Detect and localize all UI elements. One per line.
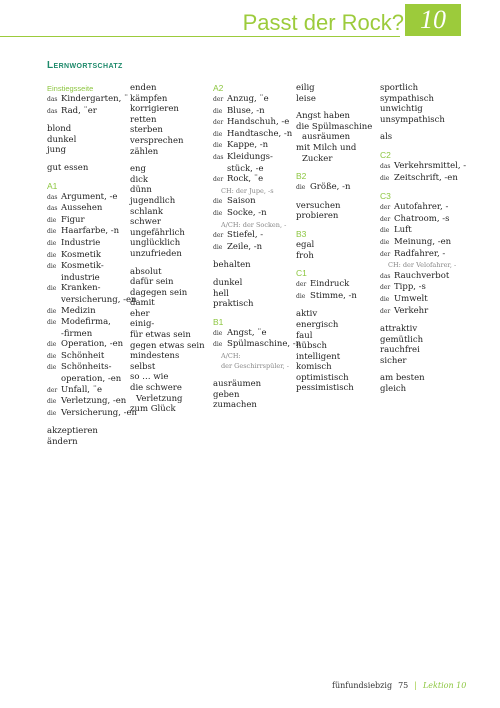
vocab-entry: die Saison	[213, 196, 256, 207]
level-label: B1	[213, 316, 224, 327]
chapter-number-badge: 10	[405, 4, 461, 36]
vocab-entry: unglücklich	[130, 238, 181, 249]
vocab-entry: zählen	[130, 146, 159, 157]
vocab-entry: eilig	[296, 83, 315, 93]
vocab-entry: die schwere	[130, 383, 182, 394]
vocab-entry: die Meinung, -en	[380, 236, 452, 247]
vocab-entry: jugendlich	[130, 195, 176, 206]
vocab-entry: die Kosmetik-	[47, 261, 104, 272]
vocab-entry: die Spülmaschine, -n	[213, 339, 302, 350]
vocab-entry: egal	[296, 239, 315, 250]
regional-variant-note: CH: der Jupe, -s	[221, 186, 274, 195]
vocab-entry: die Handtasche, -n	[213, 128, 293, 139]
level-label: B3	[296, 228, 307, 239]
vocab-entry: das Argument, -e	[47, 191, 118, 202]
vocab-entry: eng	[130, 164, 146, 175]
vocab-entry: der Tipp, -s	[380, 282, 426, 293]
vocab-entry: der Radfahrer, -	[380, 248, 446, 259]
vocab-entry: die Haarfarbe, -n	[47, 226, 120, 237]
vocab-entry: die Schönheit	[47, 350, 105, 361]
vocab-entry: das Rad, ¨er	[47, 105, 97, 116]
vocab-entry: dunkel	[213, 277, 243, 288]
vocab-entry: die Spülmaschine	[296, 121, 373, 132]
vocab-entry: praktisch	[213, 299, 254, 310]
vocab-entry: blond	[47, 124, 72, 135]
vocab-entry: kämpfen	[130, 93, 168, 104]
vocab-entry: versuchen	[296, 200, 341, 211]
vocab-entry: versprechen	[130, 135, 184, 146]
level-label: Einstiegsseite	[47, 84, 94, 93]
vocab-entry: das Kleidungs-	[213, 151, 273, 162]
vocab-entry: der Rock, ¨e	[213, 174, 264, 185]
vocab-entry-continuation: Verletzung	[136, 393, 183, 404]
regional-variant-note: CH: der Velofahrer, -	[388, 261, 457, 270]
vocab-entry-continuation: stück, -e	[227, 163, 264, 174]
vocab-entry-continuation: -firmen	[61, 328, 93, 339]
vocab-entry: die Industrie	[47, 237, 101, 248]
vocab-column-5	[380, 83, 466, 395]
vocab-entry: attraktiv	[380, 324, 418, 335]
vocab-entry-continuation: industrie	[61, 272, 100, 283]
vocab-column-4	[296, 83, 372, 394]
vocab-entry: damit	[130, 298, 155, 309]
vocab-entry: die Stimme, -n	[296, 290, 357, 301]
vocab-entry: die Verletzung, -en	[47, 396, 127, 407]
vocab-entry: schwer	[130, 217, 161, 228]
vocab-entry: leise	[296, 93, 316, 104]
vocab-entry: eher	[130, 308, 150, 319]
level-label: B2	[296, 171, 307, 182]
vocab-entry: die Zeile, -n	[213, 241, 263, 252]
vocab-entry: dagegen sein	[130, 287, 188, 298]
vocab-entry: die Umwelt	[380, 293, 428, 304]
vocab-entry: aktiv	[296, 309, 318, 320]
vocab-entry: absolut	[130, 266, 162, 277]
vocab-entry: der Eindruck	[296, 279, 350, 290]
vocab-entry: probieren	[296, 211, 339, 222]
vocab-column-3	[213, 83, 301, 411]
page-number-words: fünfundsiebzig	[332, 681, 393, 690]
vocab-entry: korrigieren	[130, 104, 179, 115]
vocab-entry: die Zeitschrift, -en	[380, 172, 458, 183]
vocab-entry: rauchfrei	[380, 345, 420, 356]
vocab-entry: geben	[213, 389, 240, 400]
vocab-column-1	[47, 83, 137, 448]
vocab-entry: akzeptieren	[47, 426, 98, 437]
lesson-label: Lektion 10	[422, 681, 467, 690]
page-title: Passt der Rock?	[242, 10, 404, 35]
vocab-entry: froh	[296, 250, 314, 261]
vocab-entry: die Versicherung, -en	[47, 407, 138, 418]
vocab-entry: behalten	[213, 260, 251, 271]
vocab-entry: dünn	[130, 185, 152, 196]
vocab-entry: hell	[213, 288, 229, 299]
vocab-entry: ausräumen	[213, 379, 262, 390]
vocab-entry: der Anzug, ¨e	[213, 94, 269, 104]
vocab-entry: so … wie	[130, 372, 169, 383]
vocab-entry: unzufrieden	[130, 248, 182, 259]
vocab-entry-continuation: operation, -en	[61, 374, 122, 385]
vocab-entry: retten	[130, 114, 157, 125]
vocab-entry: Angst haben	[296, 111, 351, 122]
vocab-entry: zum Glück	[130, 404, 176, 415]
vocab-entry: die Angst, ¨e	[213, 327, 267, 338]
vocab-entry: die Operation, -en	[47, 339, 124, 350]
vocab-entry: die Kranken-	[47, 283, 101, 294]
vocab-entry: das Aussehen	[47, 203, 103, 214]
level-label: A2	[213, 83, 224, 93]
vocab-entry: sympathisch	[380, 93, 434, 104]
level-label: C1	[296, 268, 307, 279]
vocab-entry-continuation: Zucker	[302, 153, 333, 164]
vocab-entry-continuation: ausräumen	[302, 132, 351, 143]
vocab-entry: einig-	[130, 319, 155, 330]
vocab-entry: dick	[130, 174, 149, 185]
vocab-entry: die Kosmetik	[47, 249, 101, 260]
level-label: C3	[380, 191, 391, 202]
vocab-entry: die Schönheits-	[47, 362, 112, 373]
vocab-entry: mindestens	[130, 351, 180, 362]
vocab-entry: gegen etwas sein	[130, 340, 205, 351]
vocab-entry: pessimistisch	[296, 383, 354, 394]
vocab-entry: optimistisch	[296, 372, 349, 383]
vocab-entry: ändern	[47, 437, 78, 448]
vocab-entry-continuation: versicherung, -en	[61, 294, 137, 305]
vocab-entry: jung	[47, 145, 67, 156]
vocab-entry: die Medizin	[47, 305, 96, 316]
vocab-entry: die Figur	[47, 214, 85, 225]
vocab-entry: unwichtig	[380, 104, 423, 115]
vocab-entry: der Handschuh, -e	[213, 117, 290, 128]
vocab-entry: am besten	[380, 373, 425, 384]
vocab-entry: zumachen	[213, 400, 257, 411]
vocab-entry: gut essen	[47, 162, 89, 173]
vocab-entry: hübsch	[296, 341, 327, 352]
vocab-entry: der Verkehr	[380, 305, 429, 316]
vocab-entry: komisch	[296, 362, 332, 373]
vocab-entry: die Modefirma,	[47, 317, 111, 328]
vocab-entry: dunkel	[47, 134, 77, 145]
vocab-entry: schlank	[130, 206, 164, 217]
vocab-entry: der Chatroom, -s	[380, 213, 450, 224]
vocab-entry: die Bluse, -n	[213, 105, 265, 116]
vocab-entry: der Unfall, ¨e	[47, 384, 102, 395]
vocab-entry: enden	[130, 83, 157, 93]
vocab-entry: der Autofahrer, -	[380, 202, 449, 213]
vocab-entry: selbst	[130, 361, 156, 372]
vocab-entry: faul	[296, 330, 313, 341]
vocab-entry: die Socke, -n	[213, 207, 267, 218]
vocab-entry: als	[380, 132, 393, 143]
level-label: A1	[47, 180, 58, 191]
vocab-entry: gemütlich	[380, 334, 424, 345]
vocab-entry: gleich	[380, 384, 407, 395]
regional-variant-note: A/CH: der Socken, -	[221, 220, 287, 229]
regional-variant-note: A/CH:	[221, 351, 241, 360]
vocab-entry: mit Milch und	[296, 142, 357, 153]
vocab-column-2	[130, 83, 205, 415]
vocab-entry: dafür sein	[130, 277, 174, 288]
vocab-entry: sportlich	[380, 83, 419, 93]
page-number: 75	[398, 681, 409, 690]
vocab-entry: die Luft	[380, 225, 412, 236]
vocab-entry: für etwas sein	[130, 330, 191, 341]
vocab-entry: energisch	[296, 319, 339, 330]
page-footer	[332, 681, 466, 690]
footer-divider: |	[414, 681, 417, 690]
regional-variant-note: der Geschirrspüler, -	[221, 362, 290, 371]
vocab-entry: das Rauchverbot	[380, 270, 450, 281]
vocab-entry: das Verkehrsmittel, -	[380, 160, 467, 171]
section-heading: Lernwortschatz	[47, 60, 123, 71]
vocab-entry: die Größe, -n	[296, 182, 351, 193]
vocab-entry: der Stiefel, -	[213, 230, 264, 241]
vocab-entry: das Kindergarten, ¨	[47, 94, 129, 104]
vocab-entry: sterben	[130, 125, 163, 136]
vocab-entry: unsympathisch	[380, 114, 445, 125]
vocab-entry: die Kappe, -n	[213, 140, 269, 151]
vocab-entry: intelligent	[296, 351, 341, 362]
level-label: C2	[380, 149, 391, 160]
vocab-entry: sicher	[380, 355, 407, 366]
vocab-entry: ungefährlich	[130, 227, 185, 238]
